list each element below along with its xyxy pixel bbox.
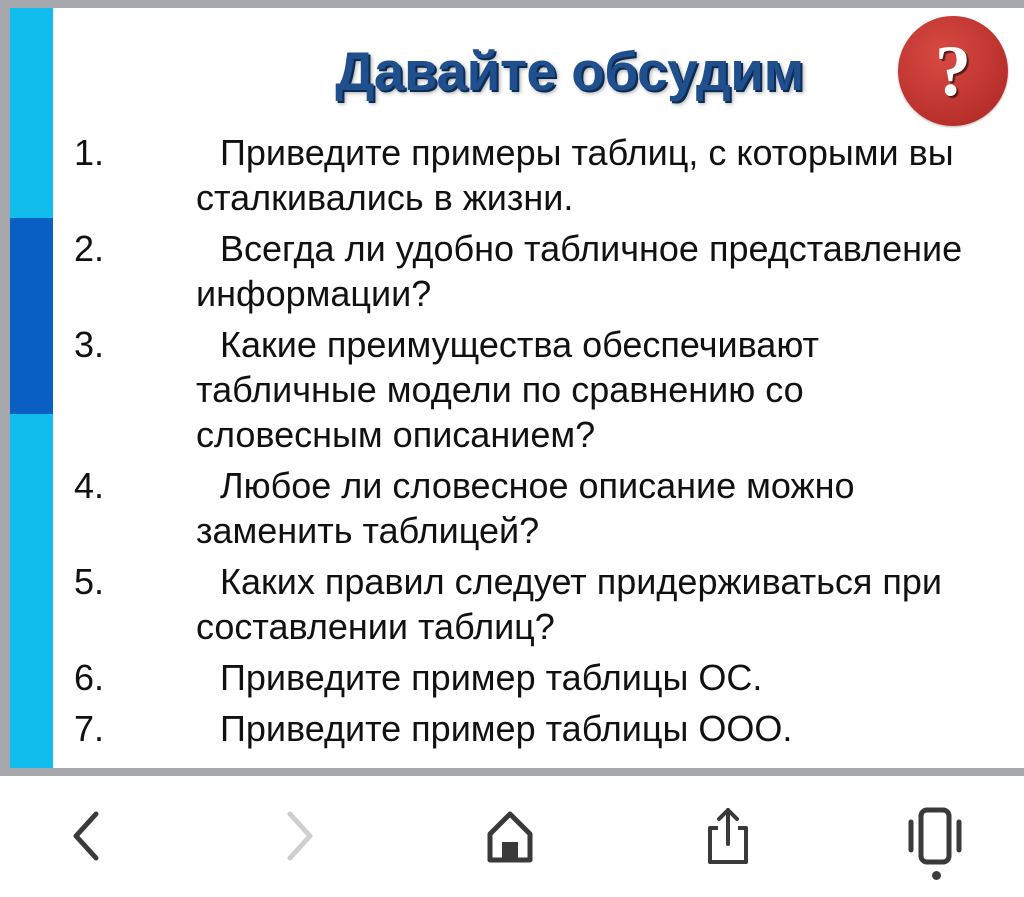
question-text: Приведите примеры таблиц, с которыми вы сталкивались в жизни. xyxy=(196,132,954,218)
question-number: 5. xyxy=(74,561,105,602)
slide-title: Давайте обсудим xyxy=(335,40,804,102)
question-text: Приведите пример таблицы ООО. xyxy=(220,708,793,749)
browser-bottom-toolbar xyxy=(0,776,1024,897)
share-icon xyxy=(698,806,758,866)
question-item xyxy=(10,559,1024,649)
question-text: Приведите пример таблицы ОС. xyxy=(220,657,763,698)
tabs-icon xyxy=(905,806,965,866)
question-mark-glyph: ? xyxy=(935,31,971,111)
presentation-slide xyxy=(10,8,1024,768)
home-button[interactable] xyxy=(480,806,540,866)
question-number: 7. xyxy=(74,708,105,749)
question-number: 6. xyxy=(74,657,105,698)
question-text: Любое ли словесное описание можно заменить таблицей? xyxy=(196,465,855,551)
question-item xyxy=(10,226,1024,316)
back-button[interactable] xyxy=(58,806,118,866)
question-item xyxy=(10,463,1024,553)
question-item xyxy=(10,655,1024,700)
question-text: Какие преимущества обеспечивают табличные модели по сравнению со словесным описанием? xyxy=(196,324,820,455)
question-number: 1. xyxy=(74,132,105,173)
question-number: 2. xyxy=(74,228,105,269)
forward-icon xyxy=(268,806,328,866)
question-item xyxy=(10,706,1024,751)
forward-button[interactable] xyxy=(268,806,328,866)
question-text: Каких правил следует придерживаться при составлении таблиц? xyxy=(196,561,942,647)
question-number: 4. xyxy=(74,465,105,506)
question-mark-icon xyxy=(898,16,1008,126)
home-icon xyxy=(480,806,540,866)
share-button[interactable] xyxy=(698,806,758,866)
tabs-indicator-dot xyxy=(932,871,941,880)
question-item xyxy=(10,130,1024,220)
question-number: 3. xyxy=(74,324,105,365)
back-icon xyxy=(58,806,118,866)
tabs-button[interactable] xyxy=(905,806,965,866)
question-text: Всегда ли удобно табличное представление информации? xyxy=(196,228,963,314)
question-item xyxy=(10,322,1024,457)
discussion-questions-list xyxy=(10,130,1024,757)
